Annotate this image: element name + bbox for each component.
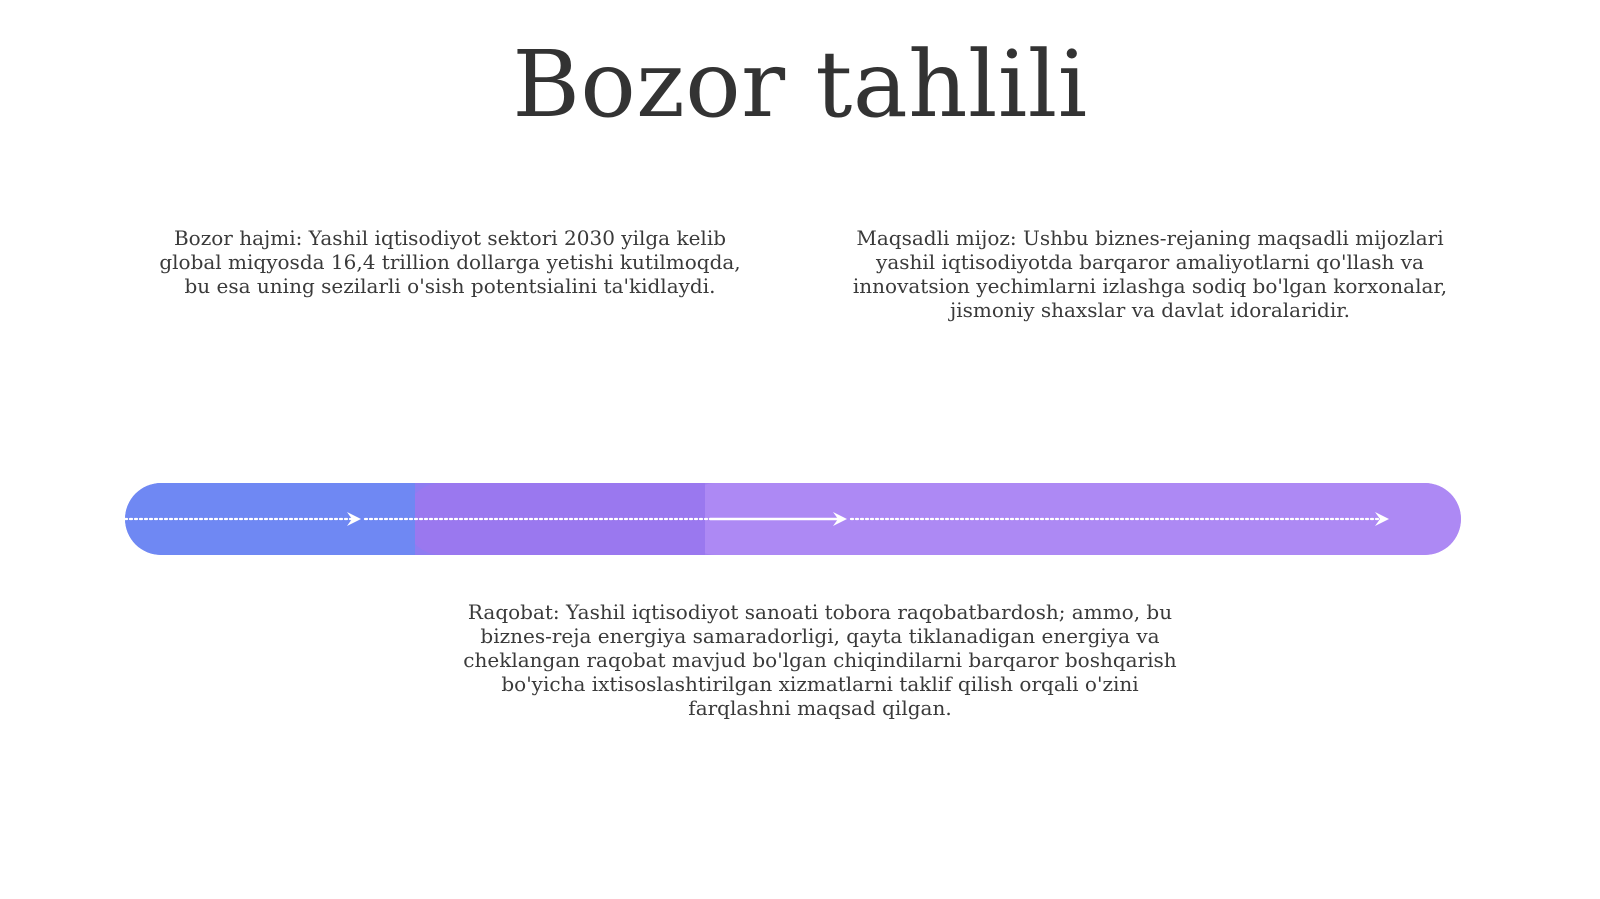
- slide-title: Bozor tahlili: [512, 31, 1088, 138]
- target-customer-text: Maqsadli mijoz: Ushbu biznes-rejaning maqsadli mijozlari yashil iqtisodiyotda barqaror amaliyotlarni qo'llash va innovatsion yechimlarni izlashga sodiq bo'lgan korxonalar, jismoniy shaxslar va davlat idoralaridir.: [852, 226, 1448, 322]
- market-size-text: Bozor hajmi: Yashil iqtisodiyot sektori 2030 yilga kelib global miqyosda 16,4 trillion dollarga yetishi kutilmoqda, bu esa uning sezilarli o'sish potentsialini ta'kidlaydi.: [159, 226, 741, 298]
- timeline-arrows: [125, 483, 1461, 555]
- timeline-bar: [125, 483, 1461, 555]
- competition-text: Raqobat: Yashil iqtisodiyot sanoati tobora raqobatbardosh; ammo, bu biznes-reja energiya samaradorligi, qayta tiklanadigan energiya va cheklangan raqobat mavjud bo'lgan chiqindilarni barqaror boshqarish bo'yicha ixtisoslashtirilgan xizmatlarni taklif qilish orqali o'zini farqlashni maqsad qilgan.: [463, 600, 1177, 720]
